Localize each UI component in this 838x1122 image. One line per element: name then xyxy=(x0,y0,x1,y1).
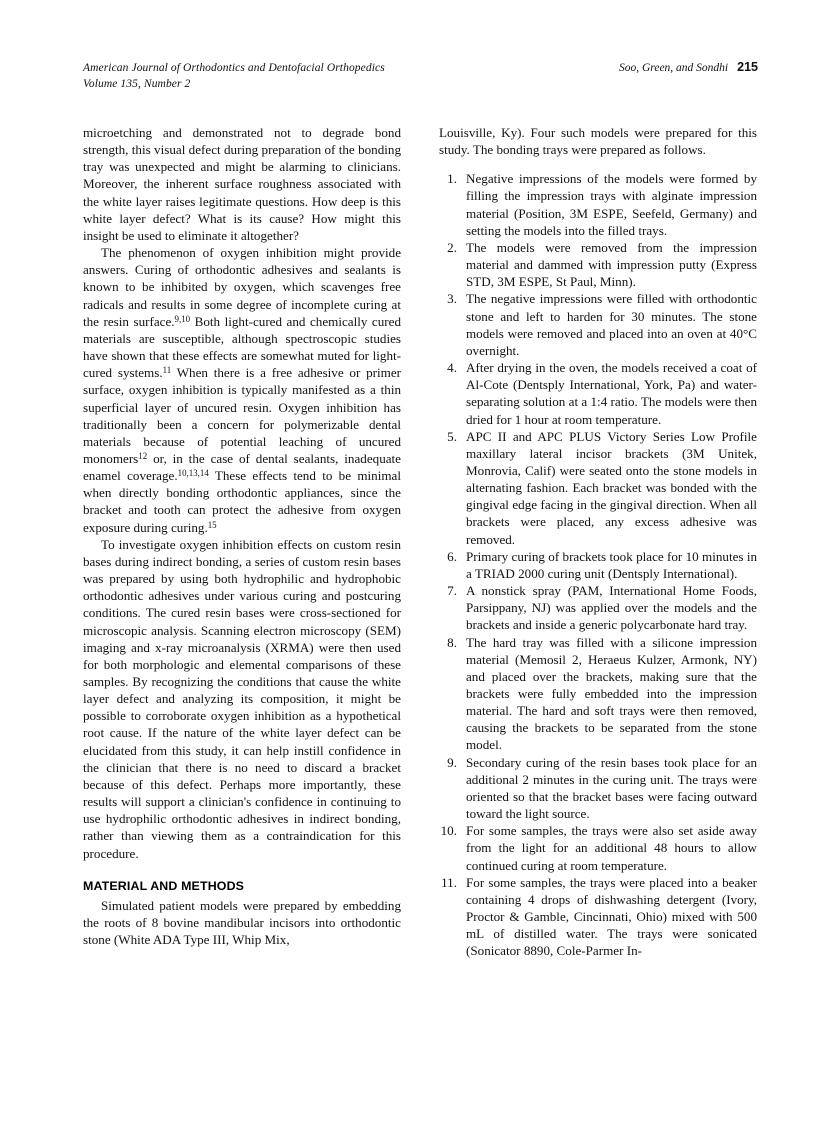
paragraph-models-preparation: Simulated patient models were prepared by embedding the roots of 8 bovine mandibular incisors into orthodontic stone (White ADA Type III, Whip Mix, xyxy=(83,897,401,948)
list-item-number: 4. xyxy=(447,360,457,376)
list-item-number: 8. xyxy=(447,634,457,650)
citation-ref-12: 12 xyxy=(138,450,148,461)
left-column xyxy=(83,124,401,960)
two-column-body xyxy=(83,124,758,960)
paragraph-continuation-right: Louisville, Ky). Four such models were prepared for this study. The bonding trays were prepared as follows. xyxy=(439,125,757,158)
para2-segment-a: The phenomenon of oxygen inhibition might provide answers. Curing of orthodontic adhesives and sealants is known to be inhibited by oxygen, which scavenges free radicals and results in some degree of incomplete curing at the resin surface. xyxy=(83,245,401,329)
list-item xyxy=(439,548,757,582)
list-item-text: For some samples, the trays were also set aside away from the light for an additional 48 hours to allow continued curing at room temperature. xyxy=(466,823,757,873)
para2-segment-c: When there is a free adhesive or primer surface, oxygen inhibition is typically manifested as a thin superficial layer of uncured resin. Oxygen inhibition has traditionally been a concern for polymerizable dental materials because of potential leaching of uncured monomers xyxy=(83,365,402,466)
citation-ref-15: 15 xyxy=(207,519,217,530)
list-item-text: A nonstick spray (PAM, International Home Foods, Parsippany, NJ) was applied over the models and the brackets and inside a generic polycarbonate hard tray. xyxy=(466,583,757,633)
list-item-text: APC II and APC PLUS Victory Series Low Profile maxillary lateral incisor brackets (3M Unitek, Monrovia, Calif) were seated onto the stone models in alternating fashion. Each bracket was bonded with the gingival edge facing in the gingival direction. When all brackets were placed, any excess adhesive was removed. xyxy=(466,428,757,547)
running-head-right xyxy=(619,60,758,74)
running-head-authors: Soo, Green, and Sondhi xyxy=(619,62,729,74)
list-item-text: The negative impressions were filled with orthodontic stone and left to harden for 30 minutes. The stone models were removed and placed into an oven at 40°C overnight. xyxy=(466,291,757,358)
list-item-number: 5. xyxy=(447,428,457,444)
list-item-text: Primary curing of brackets took place for 10 minutes in a TRIAD 2000 curing unit (Dentsply International). xyxy=(466,548,757,581)
list-item xyxy=(439,822,757,873)
list-item xyxy=(439,170,757,239)
list-item-number: 9. xyxy=(447,754,457,770)
list-item-text: Secondary curing of the resin bases took place for an additional 2 minutes in the curing unit. The trays were oriented so that the bracket bases were facing outward toward the light source. xyxy=(466,754,757,822)
paragraph-oxygen-inhibition xyxy=(83,244,401,536)
list-item-number: 2. xyxy=(447,239,457,255)
list-item-number: 11. xyxy=(441,874,457,890)
journal-title: American Journal of Orthodontics and Dentofacial Orthopedics xyxy=(83,62,385,74)
list-item-number: 6. xyxy=(447,548,457,564)
journal-title-block xyxy=(83,60,385,92)
list-item xyxy=(439,359,757,428)
list-item-number: 7. xyxy=(447,583,457,599)
paragraph-study-purpose: To investigate oxygen inhibition effects on custom resin bases during indirect bonding, a series of custom resin bases was prepared by using both hydrophilic and hydrophobic orthodontic adhesives under various curing and postcuring conditions. The cured resin bases were cross-sectioned for microscopic analysis. Scanning electron microscopy (SEM) imaging and x-ray microanalysis (XRMA) were then used for both morphologic and elemental comparisons of these samples. By recognizing the conditions that cause the white layer defect and analyzing its composition, it might be possible to corroborate oxygen inhibition as a hypothetical root cause. If the nature of the white layer defect can be elucidated from this study, it can help instill confidence in the clinician that there is no need to discard a bracket because of this defect. Perhaps more importantly, these results will support a clinician's confidence in continuing to use hydrophilic orthodontic adhesives in indirect bonding, rather than viewing them as a contraindication for this procedure. xyxy=(83,536,401,861)
page-number: 215 xyxy=(737,60,758,74)
right-column xyxy=(439,124,757,960)
list-item-text: The models were removed from the impression material and dammed with impression putty (Express STD, 3M ESPE, St Paul, Minn). xyxy=(466,239,757,290)
list-item-text: The hard tray was filled with a silicone impression material (Memosil 2, Heraeus Kulzer, Armonk, NY) and placed over the brackets, making sure that the brackets were fully embedded into the impression material. The hard and soft trays were then removed, causing the brackets to be separated from the stone model. xyxy=(466,634,757,753)
list-item xyxy=(439,239,757,290)
list-item-text: Negative impressions of the models were formed by filling the impression trays with alginate impression material (Position, 3M ESPE, Seefeld, Germany) and setting the models into the filled trays. xyxy=(466,171,757,238)
list-item xyxy=(439,754,757,823)
running-head xyxy=(83,60,758,92)
section-heading-material-and-methods: MATERIAL AND METHODS xyxy=(83,878,245,893)
procedure-list xyxy=(439,170,757,959)
list-item xyxy=(439,634,757,754)
list-item-number: 10. xyxy=(440,823,457,839)
list-item xyxy=(439,290,757,359)
paragraph-continuation-left: microetching and demonstrated not to degrade bond strength, this visual defect during preparation of the bonding tray was unexpected and might be alarming to clinicians. Moreover, the inherent surface roughness associated with the white layer raises legitimate questions. How deep is this white layer defect? What is its cause? How might this insight be used to eliminate it altogether? xyxy=(83,125,401,243)
list-item-text: For some samples, the trays were placed into a beaker containing 4 drops of dishwashing detergent (Ivory, Proctor & Gamble, Cincinnati, Ohio) mixed with 500 mL of distilled water. The trays were sonicated (Sonicator 8890, Cole-Parmer In- xyxy=(466,874,757,959)
list-item xyxy=(439,428,757,548)
citation-ref-11: 11 xyxy=(162,365,172,376)
para2-segment-d: or, in the case of dental sealants, inadequate enamel coverage. xyxy=(83,450,401,484)
list-item-text: After drying in the oven, the models received a coat of Al-Cote (Dentsply International, York, Pa) and water-separating solution at a 1:4 ratio. The models were then dried for 1 hour at room temperature. xyxy=(466,360,757,427)
list-item-number: 1. xyxy=(447,171,457,187)
para2-segment-b: Both light-cured and chemically cured materials are susceptible, although spectroscopic studies have shown that these effects are somewhat muted for light-cured systems. xyxy=(83,313,401,381)
list-item-number: 3. xyxy=(447,291,457,307)
citation-ref-10-13-14: 10,13,14 xyxy=(177,468,209,479)
para2-segment-e: These effects tend to be minimal when directly bonding orthodontic appliances, since the bracket and tooth can protect the adhesive from oxygen exposure during curing. xyxy=(83,468,401,535)
list-spacer xyxy=(439,158,757,170)
list-item xyxy=(439,582,757,633)
citation-ref-9-10: 9,10 xyxy=(174,313,191,324)
journal-volume-issue: Volume 135, Number 2 xyxy=(83,78,191,90)
list-item xyxy=(439,874,757,960)
